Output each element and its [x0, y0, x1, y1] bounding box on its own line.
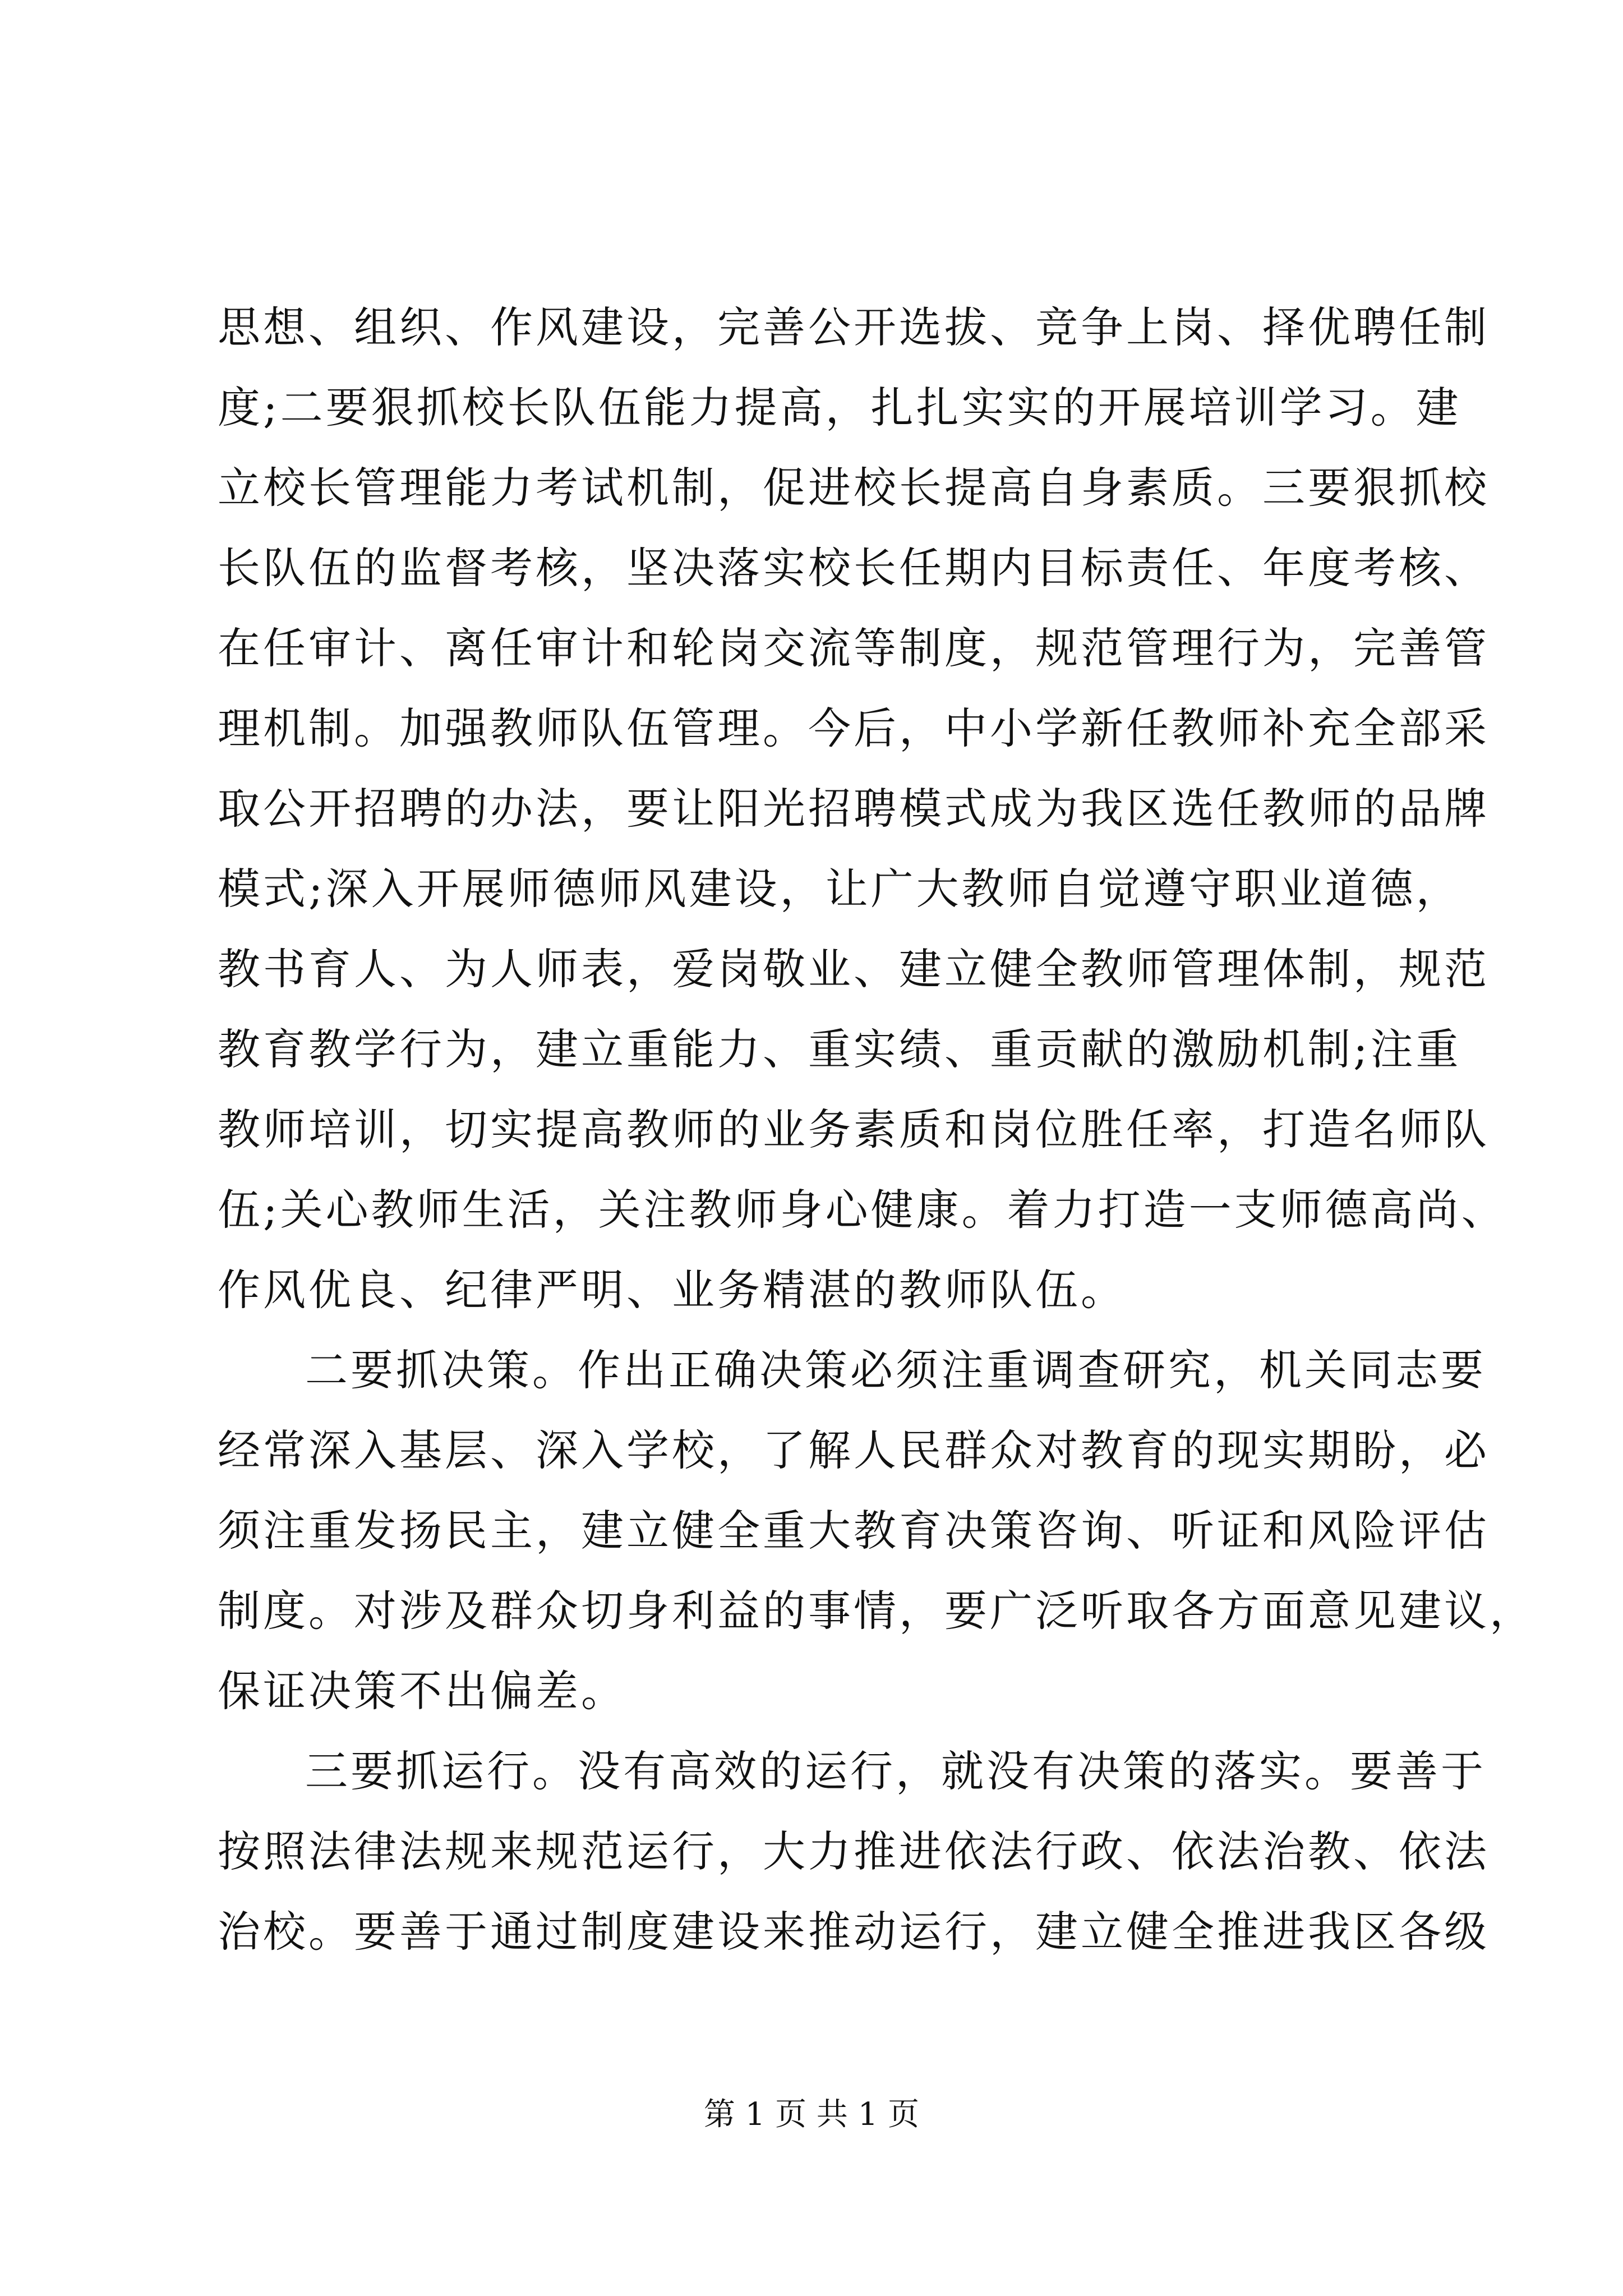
paragraph-start-line: 二要抓决策。作出正确决策必须注重调查研究，机关同志要 — [305, 1345, 1486, 1395]
text-line: 在任审计、离任审计和轮岗交流等制度，规范管理行为，完善管 — [218, 623, 1490, 673]
text-line: 须注重发扬民主，建立健全重大教育决策咨询、听证和风险评估 — [218, 1506, 1490, 1556]
page-number-footer: 第 1 页 共 1 页 — [703, 2096, 920, 2133]
document-body — [218, 287, 1535, 1972]
text-line: 教书育人、为人师表，爱岗敬业、建立健全教师管理体制，规范 — [218, 944, 1490, 994]
text-line: 按照法律法规来规范运行，大力推进依法行政、依法治教、依法 — [218, 1826, 1490, 1876]
text-line: 保证决策不出偏差。 — [218, 1666, 626, 1716]
text-line: 取公开招聘的办法，要让阳光招聘模式成为我区选任教师的品牌 — [218, 784, 1490, 834]
text-line: 教育教学行为，建立重能力、重实绩、重贡献的激励机制;注重 — [218, 1024, 1461, 1074]
text-line: 作风优良、纪律严明、业务精湛的教师队伍。 — [218, 1265, 1126, 1315]
text-line: 度;二要狠抓校长队伍能力提高，扎扎实实的开展培训学习。建 — [218, 383, 1461, 432]
text-line: 长队伍的监督考核，坚决落实校长任期内目标责任、年度考核、 — [218, 543, 1490, 593]
text-line: 教师培训，切实提高教师的业务素质和岗位胜任率，打造名师队 — [218, 1105, 1490, 1154]
text-line: 立校长管理能力考试机制，促进校长提高自身素质。三要狠抓校 — [218, 463, 1490, 513]
text-line: 思想、组织、作风建设，完善公开选拔、竞争上岗、择优聘任制 — [218, 302, 1490, 352]
text-line: 理机制。加强教师队伍管理。今后，中小学新任教师补充全部采 — [218, 703, 1490, 753]
paragraph-start-line: 三要抓运行。没有高效的运行，就没有决策的落实。要善于 — [305, 1746, 1486, 1796]
text-line: 经常深入基层、深入学校，了解人民群众对教育的现实期盼，必 — [218, 1425, 1490, 1475]
text-line: 制度。对涉及群众切身利益的事情，要广泛听取各方面意见建议， — [218, 1586, 1535, 1636]
text-line: 伍;关心教师生活，关注教师身心健康。着力打造一支师德高尚、 — [218, 1185, 1507, 1235]
text-line: 治校。要善于通过制度建设来推动运行，建立健全推进我区各级 — [218, 1907, 1490, 1957]
text-line: 模式;深入开展师德师风建设，让广大教师自觉遵守职业道德， — [218, 864, 1461, 914]
